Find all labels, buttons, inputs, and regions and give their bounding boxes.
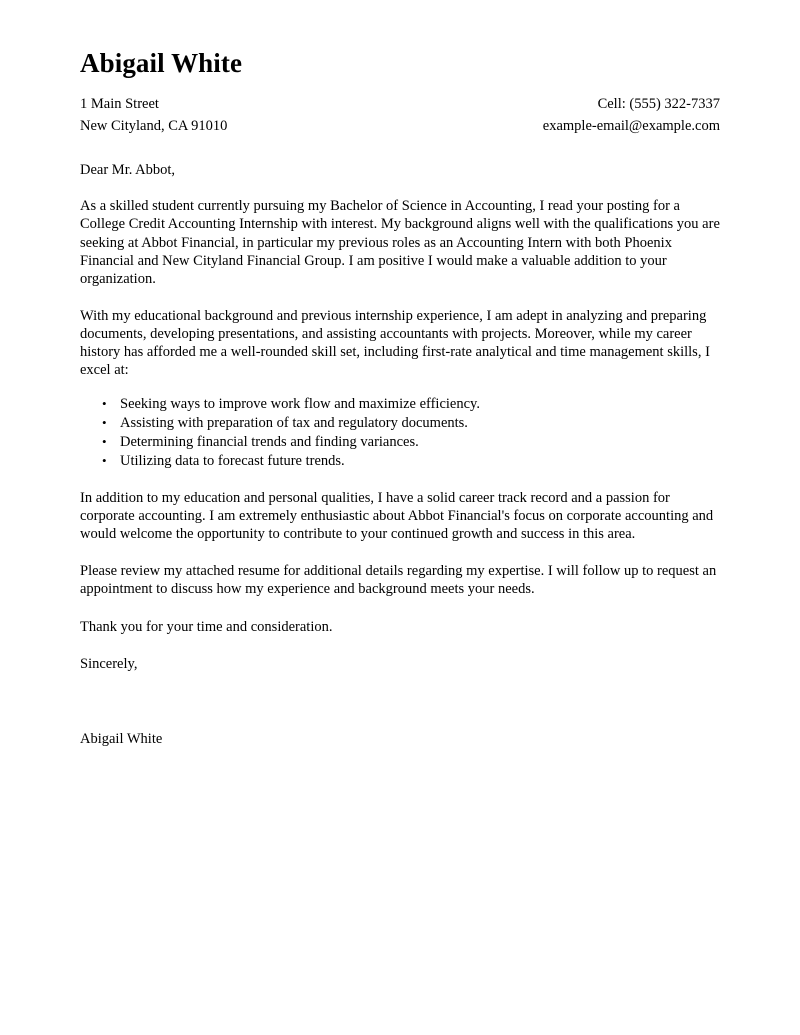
page-title: Abigail White xyxy=(80,48,243,78)
signature-name: Abigail White xyxy=(80,731,163,748)
body-paragraph-3: In addition to my education and personal qualities, I have a solid career track record and a passion for corporate accounting. I am extremely enthusiastic about Abbot Financial's focus on corporate accounting and would welcome the opportunity to contribute to your continued growth and success in this area. xyxy=(80,489,714,543)
body-paragraph-4: Please review my attached resume for additional details regarding my expertise. I will follow up to request an appointment to discuss how my experience and background meets your needs. xyxy=(80,562,717,597)
signoff-line: Sincerely, xyxy=(80,656,138,673)
phone-number: Cell: (555) 322-7337 xyxy=(597,96,720,113)
contact-line-1 xyxy=(80,93,720,115)
list-item: • Determining financial trends and finding variances. xyxy=(80,433,720,452)
skills-bullet-list xyxy=(80,395,720,471)
body-paragraph-1: As a skilled student currently pursuing my Bachelor of Science in Accounting, I read your posting for a College Credit Accounting Internship with interest. My background aligns well with the qualifications you are seeking at Abbot Financial, in particular my previous roles as an Accounting Intern with both Phoenix Financial and New Cityland Financial Group. I am positive I would make a valuable addition to your organization. xyxy=(80,198,720,288)
letter-content xyxy=(80,48,720,748)
salutation: Dear Mr. Abbot, xyxy=(80,162,176,179)
list-item: • Seeking ways to improve work flow and maximize efficiency. xyxy=(80,395,720,414)
contact-line-2 xyxy=(80,115,720,137)
address-street: 1 Main Street xyxy=(80,96,159,113)
list-item: • Assisting with preparation of tax and regulatory documents. xyxy=(80,414,720,433)
thank-you-line: Thank you for your time and consideration. xyxy=(80,619,333,636)
email-address: example-email@example.com xyxy=(542,118,720,135)
body-paragraph-2: With my educational background and previous internship experience, I am adept in analyzing and preparing documents, developing presentations, and assisting accountants with projects. Moreover, while my career history has afforded me a well-rounded skill set, including first-rate analytical and time management skills, I excel at: xyxy=(80,307,710,379)
list-item: • Utilizing data to forecast future trends. xyxy=(80,452,720,471)
address-city-state-zip: New Cityland, CA 91010 xyxy=(80,118,228,135)
